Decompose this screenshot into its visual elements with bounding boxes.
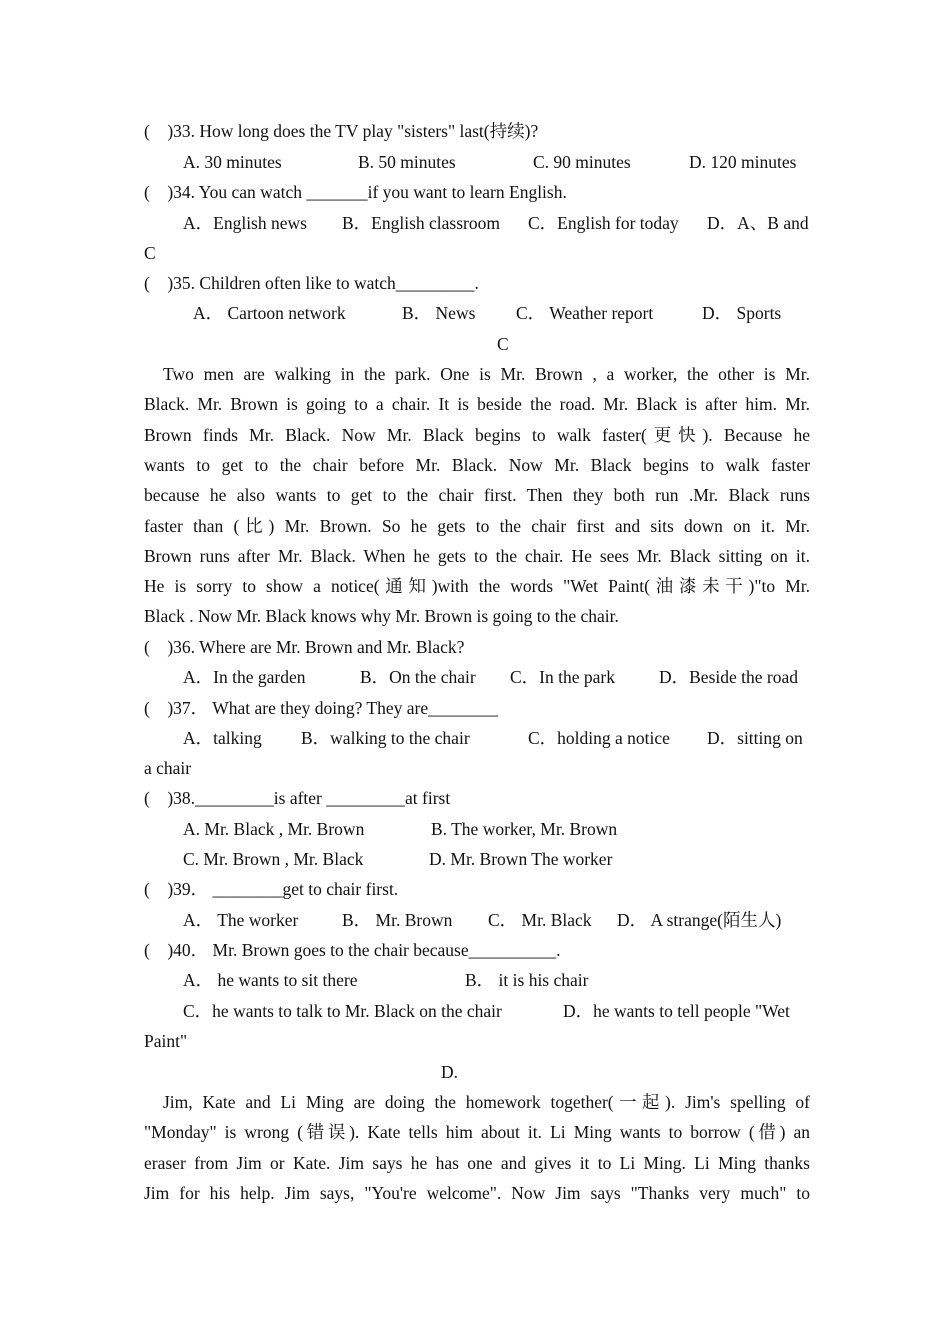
question-33-option-b: B. 50 minutes: [358, 152, 456, 172]
question-33-option-a: A. 30 minutes: [183, 152, 282, 172]
question-35-stem: ( )35. Children often like to watch_________.: [144, 273, 479, 293]
question-38-option-a: A. Mr. Black , Mr. Brown: [183, 819, 365, 839]
section-c-heading: C: [497, 334, 509, 354]
passage-c-line: Black. Mr. Brown is going to a chair. It is beside the road. Mr. Black is after him. Mr.: [144, 394, 810, 414]
question-33-option-c: C. 90 minutes: [533, 152, 631, 172]
question-39-option-d: D． A strange(陌生人): [617, 910, 782, 930]
question-40-option-d: D．he wants to tell people "Wet: [563, 1001, 790, 1021]
question-37-option-a: A．talking: [183, 728, 262, 748]
question-39-stem: ( )39． ________get to chair first.: [144, 879, 399, 899]
passage-c-line: wants to get to the chair before Mr. Black. Now Mr. Black begins to walk faster: [144, 455, 810, 475]
question-36-option-d: D．Beside the road: [659, 667, 798, 687]
question-40-option-b: B． it is his chair: [465, 970, 589, 990]
passage-c-line: Brown runs after Mr. Black. When he gets to the chair. He sees Mr. Black sitting on it.: [144, 546, 810, 566]
passage-d-line: eraser from Jim or Kate. Jim says he has one and gives it to Li Ming. Li Ming thanks: [144, 1153, 810, 1173]
question-39-option-b: B． Mr. Brown: [342, 910, 453, 930]
question-34-option-b: B．English classroom: [342, 213, 500, 233]
passage-d-line: Jim for his help. Jim says, "You're welcome". Now Jim says "Thanks very much" to: [144, 1183, 810, 1203]
question-37-option-d: D．sitting on: [707, 728, 803, 748]
question-37-option-c: C．holding a notice: [528, 728, 670, 748]
passage-d-line: "Monday" is wrong (错误). Kate tells him about it. Li Ming wants to borrow (借) an: [144, 1122, 810, 1142]
question-40-stem: ( )40． Mr. Brown goes to the chair because__________.: [144, 940, 561, 960]
question-35-option-c: C． Weather report: [516, 303, 654, 323]
question-39-option-c: C． Mr. Black: [488, 910, 592, 930]
section-d-heading: D.: [441, 1062, 459, 1082]
question-37-option-d-wrap: a chair: [144, 758, 192, 778]
question-35-option-a: A． Cartoon network: [193, 303, 346, 323]
passage-c-line: because he also wants to get to the chair first. Then they both run .Mr. Black runs: [144, 485, 810, 505]
question-37-option-b: B．walking to the chair: [301, 728, 470, 748]
passage-c-last-line: Black . Now Mr. Black knows why Mr. Brown is going to the chair.: [144, 606, 619, 626]
question-34-option-c: C．English for today: [528, 213, 679, 233]
question-37-stem: ( )37． What are they doing? They are________: [144, 698, 499, 718]
question-35-option-d: D． Sports: [702, 303, 782, 323]
question-34-option-a: A．English news: [183, 213, 307, 233]
question-36-option-a: A．In the garden: [183, 667, 306, 687]
question-35-option-b: B． News: [402, 303, 476, 323]
question-34-stem: ( )34. You can watch _______if you want to learn English.: [144, 182, 567, 202]
question-36-stem: ( )36. Where are Mr. Brown and Mr. Black?: [144, 637, 465, 657]
question-33-option-d: D. 120 minutes: [689, 152, 797, 172]
question-38-stem: ( )38._________is after _________at first: [144, 788, 451, 808]
passage-c-line: Brown finds Mr. Black. Now Mr. Black begins to walk faster(更快). Because he: [144, 425, 810, 445]
passage-c-line: Two men are walking in the park. One is Mr. Brown , a worker, the other is Mr.: [163, 364, 810, 384]
question-40-option-a: A． he wants to sit there: [183, 970, 358, 990]
question-39-option-a: A． The worker: [183, 910, 299, 930]
question-36-option-b: B．On the chair: [360, 667, 476, 687]
passage-d-line: Jim, Kate and Li Ming are doing the homework together(一起). Jim's spelling of: [163, 1092, 810, 1112]
question-36-option-c: C．In the park: [510, 667, 615, 687]
question-38-option-d: D. Mr. Brown The worker: [429, 849, 613, 869]
question-34-option-d-wrap: C: [144, 243, 156, 263]
passage-c-line: faster than (比) Mr. Brown. So he gets to the chair first and sits down on it. Mr.: [144, 516, 810, 536]
question-38-option-b: B. The worker, Mr. Brown: [431, 819, 618, 839]
question-38-option-c: C. Mr. Brown , Mr. Black: [183, 849, 364, 869]
question-40-option-d-wrap: Paint": [144, 1031, 188, 1051]
question-34-option-d: D．A、B and: [707, 213, 809, 233]
passage-c-line: He is sorry to show a notice(通知)with the words "Wet Paint(油漆未干)"to Mr.: [144, 576, 810, 596]
question-33-stem: ( )33. How long does the TV play "sisters" last(持续)?: [144, 121, 539, 141]
question-40-option-c: C．he wants to talk to Mr. Black on the chair: [183, 1001, 502, 1021]
